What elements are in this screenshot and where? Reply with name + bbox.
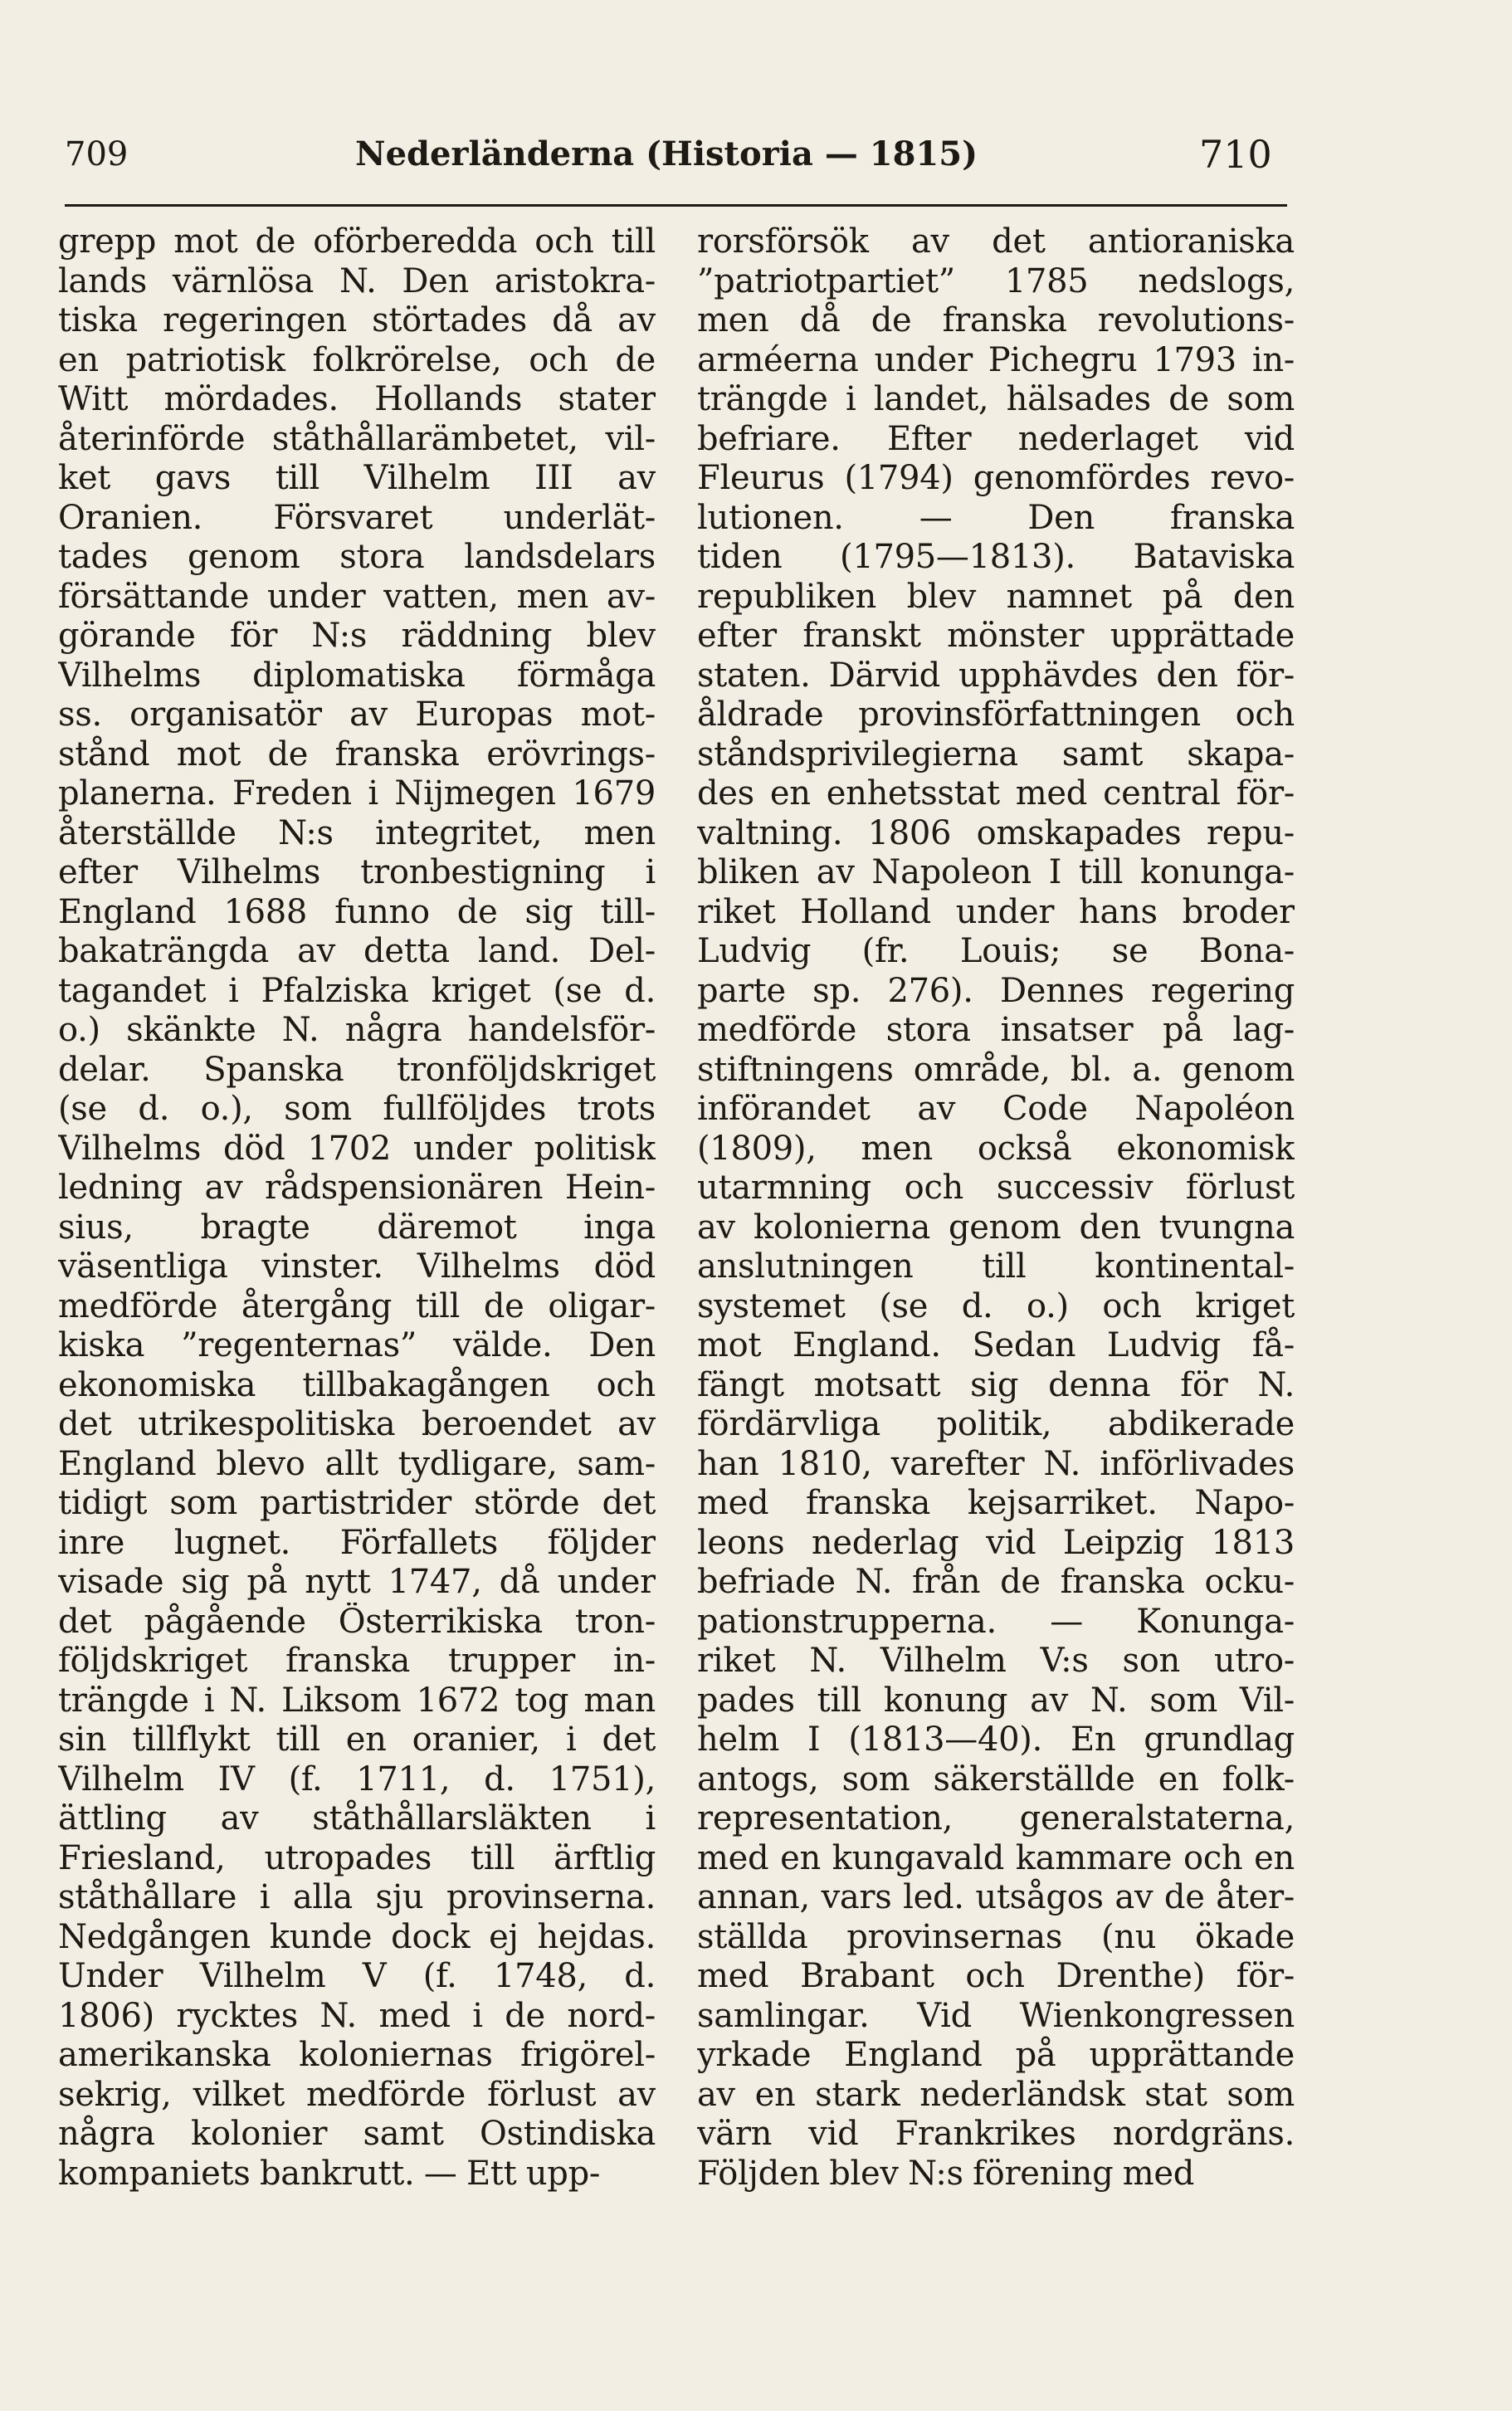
left-page-number: 709 <box>65 135 129 173</box>
text-line: yrkade England på upprättande <box>697 2036 1295 2074</box>
text-line: med franska kejsarriket. Napo- <box>697 1484 1295 1522</box>
text-line: tagandet i Pfalziska kriget (se d. <box>58 971 656 1010</box>
text-line: han 1810, varefter N. införlivades <box>697 1444 1295 1483</box>
text-line: visade sig på nytt 1747, då under <box>58 1563 656 1601</box>
text-line: inre lugnet. Förfallets följder <box>58 1523 656 1562</box>
text-line: lutionen. — Den franska <box>697 498 1295 537</box>
text-line: Friesland, utropades till ärftlig <box>58 1838 656 1877</box>
text-line: arméerna under Pichegru 1793 in- <box>697 340 1295 379</box>
header-rule <box>65 204 1287 207</box>
text-line: det utrikespolitiska beroendet av <box>58 1405 656 1443</box>
text-line: det pågående Österrikiska tron- <box>58 1602 656 1641</box>
text-line: grepp mot de oförberedda och till <box>58 222 656 261</box>
text-line: systemet (se d. o.) och kriget <box>697 1286 1295 1325</box>
text-line: sekrig, vilket medförde förlust av <box>58 2075 656 2114</box>
text-line: mot England. Sedan Ludvig få- <box>697 1326 1295 1364</box>
text-line: medförde återgång till de oligar- <box>58 1286 656 1325</box>
text-line: fördärvliga politik, abdikerade <box>697 1405 1295 1443</box>
text-line: stiftningens område, bl. a. genom <box>697 1050 1295 1089</box>
text-line: ekonomiska tillbakagången och <box>58 1365 656 1404</box>
text-line: en patriotisk folkrörelse, och de <box>58 340 656 379</box>
text-line: med Brabant och Drenthe) för- <box>697 1957 1295 1995</box>
text-line: ståthållare i alla sju provinserna. <box>58 1878 656 1916</box>
text-line: England blevo allt tydligare, sam- <box>58 1444 656 1483</box>
text-line: ståndsprivilegierna samt skapa- <box>697 735 1295 774</box>
text-line: Oranien. Försvaret underlät- <box>58 498 656 537</box>
text-line: ättling av ståthållarsläkten i <box>58 1799 656 1838</box>
text-line: tidigt som partistrider störde det <box>58 1484 656 1522</box>
text-line: stånd mot de franska erövrings- <box>58 735 656 774</box>
text-line: försättande under vatten, men av- <box>58 577 656 616</box>
text-line: representation, generalstaterna, <box>697 1799 1295 1838</box>
text-line: medförde stora insatser på lag- <box>697 1011 1295 1049</box>
text-line: tiden (1795—1813). Bataviska <box>697 538 1295 576</box>
text-line: bakaträngda av detta land. Del- <box>58 932 656 970</box>
text-line: införandet av Code Napoléon <box>697 1090 1295 1128</box>
text-line: planerna. Freden i Nijmegen 1679 <box>58 774 656 813</box>
text-line: ss. organisatör av Europas mot- <box>58 695 656 734</box>
left-column <box>58 222 656 2194</box>
text-line: England 1688 funno de sig till- <box>58 892 656 931</box>
text-line: delar. Spanska tronföljdskriget <box>58 1050 656 1089</box>
text-line: kompaniets bankrutt. — Ett upp- <box>58 2154 601 2193</box>
text-line: befriare. Efter nederlaget vid <box>697 419 1295 458</box>
text-line: Ludvig (fr. Louis; se Bona- <box>697 932 1295 970</box>
text-line: Följden blev N:s förening med <box>697 2154 1195 2193</box>
text-line: ledning av rådspensionären Hein- <box>58 1169 656 1207</box>
text-line: återinförde ståthållarämbetet, vil- <box>58 419 656 458</box>
text-line: helm I (1813—40). En grundlag <box>697 1720 1295 1759</box>
text-line: pades till konung av N. som Vil- <box>697 1681 1295 1720</box>
text-line: efter franskt mönster upprättade <box>697 617 1295 655</box>
text-line: staten. Därvid upphävdes den för- <box>697 656 1295 695</box>
text-line: o.) skänkte N. några handelsför- <box>58 1011 656 1049</box>
text-line: riket N. Vilhelm V:s son utro- <box>697 1642 1295 1680</box>
text-line: bliken av Napoleon I till konunga- <box>697 853 1295 891</box>
text-line: Vilhelms död 1702 under politisk <box>58 1129 656 1168</box>
text-line: Nedgången kunde dock ej hejdas. <box>58 1917 656 1956</box>
text-line: Vilhelm IV (f. 1711, d. 1751), <box>58 1759 656 1798</box>
text-line: valtning. 1806 omskapades repu- <box>697 813 1295 852</box>
text-line: av en stark nederländsk stat som <box>697 2075 1295 2114</box>
text-line: riket Holland under hans broder <box>697 892 1295 931</box>
text-line: några kolonier samt Ostindiska <box>58 2115 656 2153</box>
text-line: annan, vars led. utsågos av de åter- <box>697 1878 1295 1916</box>
text-line: parte sp. 276). Dennes regering <box>697 971 1295 1010</box>
text-line: men då de franska revolutions- <box>697 301 1295 339</box>
text-line: efter Vilhelms tronbestigning i <box>58 853 656 891</box>
text-line: följdskriget franska trupper in- <box>58 1642 656 1680</box>
text-line: av kolonierna genom den tvungna <box>697 1208 1295 1247</box>
text-line: Vilhelms diplomatiska förmåga <box>58 656 656 695</box>
text-line: värn vid Frankrikes nordgräns. <box>697 2115 1295 2153</box>
text-line: görande för N:s räddning blev <box>58 617 656 655</box>
text-line: fängt motsatt sig denna för N. <box>697 1365 1295 1404</box>
text-line: tades genom stora landsdelars <box>58 538 656 576</box>
text-line: ställda provinsernas (nu ökade <box>697 1917 1295 1956</box>
text-line: trängde i N. Liksom 1672 tog man <box>58 1681 656 1720</box>
text-line: amerikanska koloniernas frigörel- <box>58 2036 656 2074</box>
text-line: väsentliga vinster. Vilhelms död <box>58 1247 656 1286</box>
text-line: återställde N:s integritet, men <box>58 813 656 852</box>
text-line: sin tillflykt till en oranier, i det <box>58 1720 656 1759</box>
right-column <box>697 222 1295 2194</box>
text-line: Fleurus (1794) genomfördes revo- <box>697 459 1295 497</box>
text-line: (se d. o.), som fullföljdes trots <box>58 1090 656 1128</box>
text-line: med en kungavald kammare och en <box>697 1838 1295 1877</box>
text-line: leons nederlag vid Leipzig 1813 <box>697 1523 1295 1562</box>
text-line: anslutningen till kontinental- <box>697 1247 1295 1286</box>
right-page-number: 710 <box>1199 132 1272 177</box>
text-line: utarmning och successiv förlust <box>697 1169 1295 1207</box>
text-line: ”patriotpartiet” 1785 nedslogs, <box>697 261 1295 300</box>
text-line: des en enhetsstat med central för- <box>697 774 1295 813</box>
text-line: kiska ”regenternas” välde. Den <box>58 1326 656 1364</box>
text-line: ket gavs till Vilhelm III av <box>58 459 656 497</box>
text-line: befriade N. från de franska ocku- <box>697 1563 1295 1601</box>
text-line: lands värnlösa N. Den aristokra- <box>58 261 656 300</box>
running-title: Nederländerna (Historia — 1815) <box>355 134 978 173</box>
text-line: sius, bragte däremot inga <box>58 1208 656 1247</box>
text-line: Under Vilhelm V (f. 1748, d. <box>58 1957 656 1995</box>
text-line: republiken blev namnet på den <box>697 577 1295 616</box>
text-line: trängde i landet, hälsades de som <box>697 380 1295 418</box>
text-line: 1806) rycktes N. med i de nord- <box>58 1996 656 2035</box>
text-line: pationstrupperna. — Konunga- <box>697 1602 1295 1641</box>
text-line: samlingar. Vid Wienkongressen <box>697 1996 1295 2035</box>
text-line: åldrade provinsförfattningen och <box>697 695 1295 734</box>
text-line: rorsförsök av det antioraniska <box>697 222 1295 261</box>
text-line: (1809), men också ekonomisk <box>697 1129 1295 1168</box>
text-line: tiska regeringen störtades då av <box>58 301 656 339</box>
text-line: antogs, som säkerställde en folk- <box>697 1759 1295 1798</box>
text-line: Witt mördades. Hollands stater <box>58 380 656 418</box>
